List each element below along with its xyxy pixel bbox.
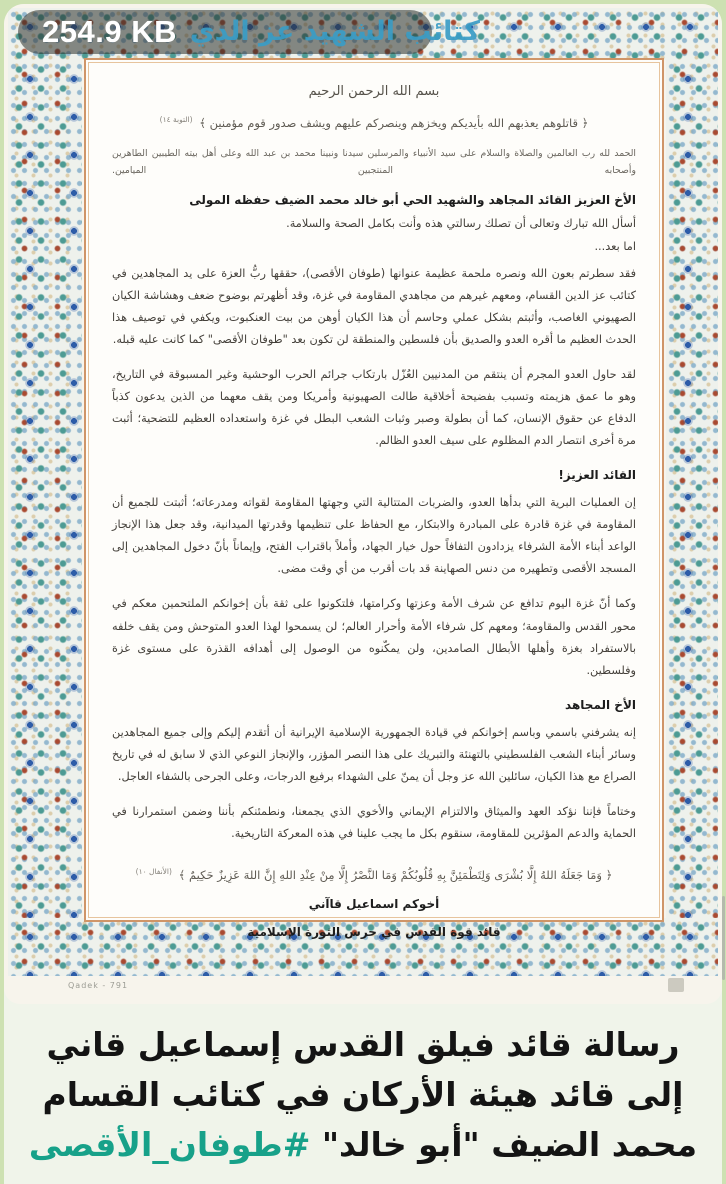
salutation-line: أسأل الله تبارك وتعالى أن تصلك رسالتي هذه وأنت بكامل الصحة والسلامة. [286,217,636,231]
closing-verse-text: ﴿ وَمَا جَعَلَهُ اللهُ إِلَّا بُشْرَى وَلِتَطْمَئِنَّ بِهِ قُلُوبُكُمْ وَمَا النَّصْرُ إِلَّا مِنْ عِنْدِ اللهِ إِنَّ اللهَ عَزِيزٌ حَكِيمٌ ﴾ [178,867,613,882]
letter-photo[interactable] [4,4,722,1004]
amma-baad-line: اما بعد... [594,240,636,254]
paragraph-5: إنه يشرفني باسمي وباسم إخوانكم في قيادة الجمهورية الإسلامية الإيرانية أن أتقدم إليكم وإلى جميع المجاهدين وسائر أبناء الشعب الفلسطيني بالتهنئة والتبريك على هذا النصر المؤزر، والإنجاز النوعي الذي لا سابق له في تاريخ الصراع مع هذا الكيان، سائلين الله عز وجل أن يمنّ على الشهداء برفيع الدرجات، وعلى الجرحى بالشفاء العاجل. [112,725,636,783]
letter-body [86,60,662,940]
paragraph-3: إن العمليات البرية التي بدأها العدو، والضربات المتتالية التي وجهتها المقاومة لقواته ومدرعاته؛ أثبتت للجميع أن المقاومة في غزة قادرة على المبادرة والابتكار، مع الحفاظ على تنظيمها وقدرتها الميدانية، وقد جعل هذا الإنجاز الواعد أبناء الأمة الشرفاء يزدادون التفافاً حول خيار الجهاد، وأملاً باقتراب الفتح، وإيماناً بأنّ دخول المجاهدين إلى المسجد الأقصى وتطهيره من دنس الصهاينة قد بات أقرب من أي وقت مضى. [112,496,636,576]
opening-verse-text: ﴿ قاتلوهم يعذبهم الله بأيديكم ويخزهم وينصركم عليهم ويشف صدور قوم مؤمنين ﴾ [199,115,589,130]
paragraph-4: وكما أنّ غزة اليوم تدافع عن شرف الأمة وعزتها وكرامتها، فلتكونوا على ثقة بأن إخوانكم الملتحمين معكم في محور القدس والمقاومة؛ ومعهم كل شرفاء الأمة وأحرار العالم؛ لن يسمحوا لهذا العدو المتوحش ومن يقف خلفه بالاستفراد بغزة وأهلها الأبطال الصامدين، ولن يمكّنوه من الوصول إلى أهدافه القذرة على مستوى غزة وفلسطين. [112,597,636,677]
addressee-line: الأخ العزيز القائد المجاهد والشهيد الحي أبو خالد محمد الضيف حفظه المولى [189,193,636,208]
signature-title: قائد قوة القدس في حرس الثورة الإسلامية [247,925,501,940]
caption-text: رسالة قائد فيلق القدس إسماعيل قاني إلى قائد هيئة الأركان في كتائب القسام محمد الضيف "أبو خالد" [42,1025,698,1165]
printer-mark-stamp [668,978,684,992]
message-caption [4,1004,722,1170]
ornament-border-right [666,60,718,918]
hamdala-line: الحمد لله رب العالمين والصلاة والسلام على سيد الأنبياء والمرسلين سيدنا ونبينا محمد بن عبد الله وعلى أهل بيته الطيبين الطاهرين وأصحابه المنتجبين الميامين. [112,147,636,176]
file-size-label: 254.9 KB [42,14,177,49]
ornament-border-left [8,60,82,918]
basmala: بسم الله الرحمن الرحيم [308,84,440,99]
illuminated-border-frame [8,8,718,976]
paragraph-6: وختاماً فإننا نؤكد العهد والميثاق والالتزام الإيماني والأخوي الذي يجمعنا، ونطمئنكم بأننا وضمن استمرارنا في الحماية والدعم المؤثرين للمقاومة، سنقوم بكل ما يجب علينا في هذه المعركة التاريخية. [112,804,636,840]
signature-name: أخوكم اسماعيل قاآني [308,897,440,912]
channel-watermark: كتائب الشهيد عز الدي [189,16,480,47]
scrollbar-thumb[interactable] [722,896,725,980]
opening-verse-reference: (التوبة ١٤) [159,115,193,124]
printer-mark-text: Qadek - 791 [68,981,129,990]
heading-dear-commander: القائد العزيز! [558,468,636,483]
message-bubble [4,4,722,1184]
heading-brother-mujahid: الأخ المجاهد [565,697,636,712]
opening-quran-verse [112,115,636,130]
letter-page [84,58,664,940]
paragraph-1: فقد سطرتم بعون الله ونصره ملحمة عظيمة عنوانها (طوفان الأقصى)، حققها ربُّ العزة على يد المجاهدين في كتائب عز الدين القسام، ومعهم غيرهم من مجاهدي المقاومة في غزة، وقد أظهرتم بوضوح ضعف وهشاشة الكيان الصهيوني الغاصب، وأثبتم بشكل عملي وحاسم أن هذا الكيان أوهن من بيت العنكبوت، ويكفي في توصيف هذا الحدث العظيم ما أقره العدو والصديق بأن فلسطين والمنطقة لن تكون بعد "طوفان الأقصى" كما كانت عليه قبله. [112,267,636,347]
closing-verse-reference: (الأنفال ١٠) [135,866,172,876]
paragraph-2: لقد حاول العدو المجرم أن ينتقم من المدنيين العُزّل بارتكاب جرائم الحرب الوحشية وغير المسبوقة في التاريخ، وهو ما عمق هزيمته وتسبب بفضيحة أخلاقية طالت الصهيونية وأمريكا ومن يقف معهما من الذين يدعون كذباً الدفاع عن حقوق الإنسان، كما أن بطولة وصبر وثبات الشعب البطل في غزة واستعداده العظيم للتضحية؛ أثبت مرة أخرى انتصار الدم المظلوم على سيف العدو الظالم. [112,368,636,448]
hashtag-link[interactable]: #طوفان_الأقصى [28,1125,311,1165]
closing-quran-verse [112,867,636,882]
